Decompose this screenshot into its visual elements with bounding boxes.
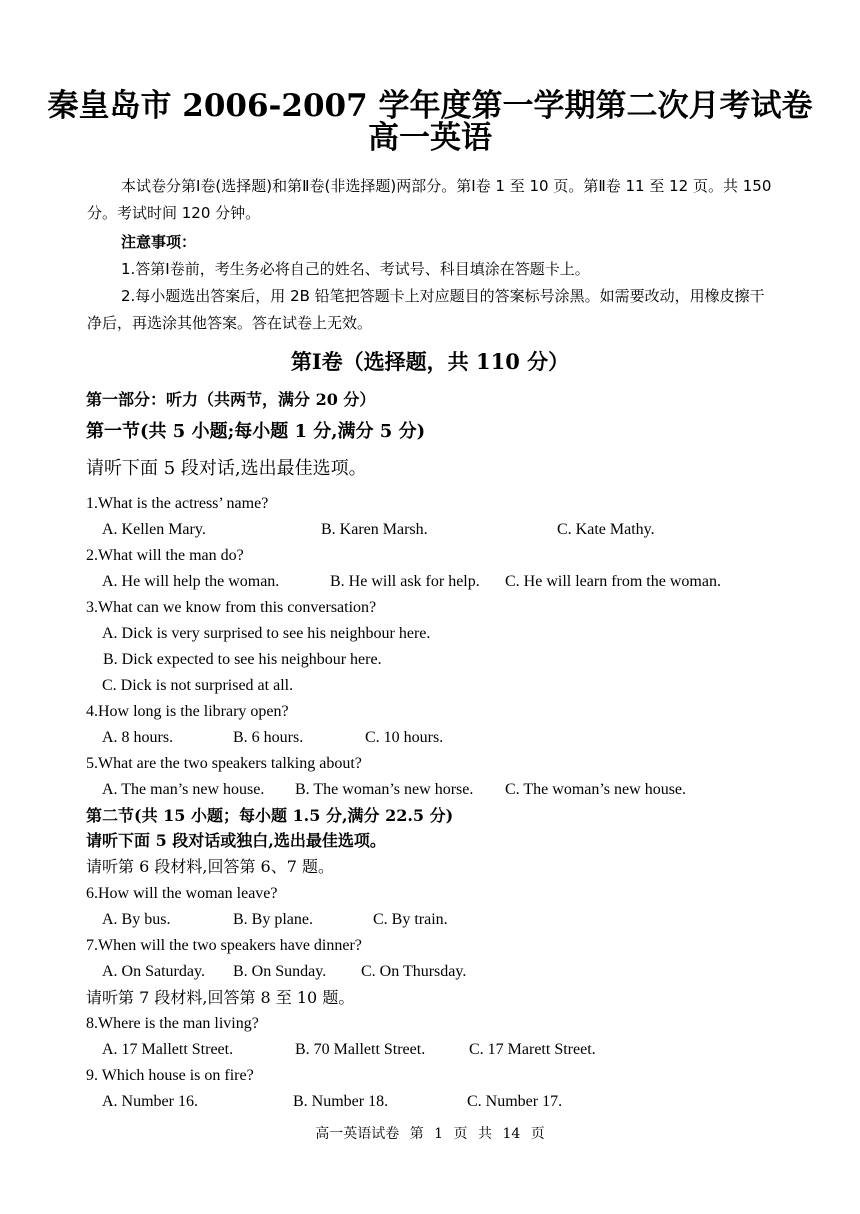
q9-option-a: A. Number 16. xyxy=(102,1093,198,1110)
q2-option-a: A. He will help the woman. xyxy=(102,573,280,590)
section2-heading: 第二节(共 15 小题；每小题 1.5 分,满分 22.5 分) xyxy=(86,806,454,825)
page-footer: 高一英语试卷 第 1 页 共 14 页 xyxy=(315,1126,545,1142)
section2-instructions: 请听下面 5 段对话或独白,选出最佳选项。 xyxy=(86,831,386,850)
q1-option-b: B. Karen Marsh. xyxy=(321,521,428,538)
part1-heading: 第一部分：听力（共两节，满分 20 分） xyxy=(86,390,376,409)
q8-option-b: B. 70 Mallett Street. xyxy=(295,1041,426,1058)
q2-option-c: C. He will learn from the woman. xyxy=(505,573,721,590)
q1-option-c: C. Kate Mathy. xyxy=(557,521,655,538)
q6-option-c: C. By train. xyxy=(373,911,448,928)
intro-paragraph: 本试卷分第Ⅰ卷(选择题)和第Ⅱ卷(非选择题)两部分。第Ⅰ卷 1 至 10 页。第Ⅱ卷 11 至 12 页。共 150 分。考试时间 120 分钟。 xyxy=(87,177,772,222)
q8-option-c: C. 17 Marett Street. xyxy=(469,1041,596,1058)
material-7-instruction: 请听第 7 段材料,回答第 8 至 10 题。 xyxy=(86,988,355,1007)
section1-instructions: 请听下面 5 段对话,选出最佳选项。 xyxy=(86,458,367,479)
q3-option-c: C. Dick is not surprised at all. xyxy=(102,677,294,694)
q6-option-a: A. By bus. xyxy=(102,911,171,928)
q4-option-a: A. 8 hours. xyxy=(102,729,174,746)
q5-option-c: C. The woman’s new house. xyxy=(505,781,687,798)
question-8: 8.Where is the man living? xyxy=(86,1015,259,1032)
notice-item-1: 1.答第Ⅰ卷前，考生务必将自己的姓名、考试号、科目填涂在答题卡上。 xyxy=(121,260,590,278)
material-6-instruction: 请听第 6 段材料,回答第 6、7 题。 xyxy=(86,857,334,876)
question-1: 1.What is the actress’ name? xyxy=(86,495,269,512)
q7-option-b: B. On Sunday. xyxy=(233,963,327,980)
q4-option-c: C. 10 hours. xyxy=(365,729,444,746)
question-2: 2.What will the man do? xyxy=(86,547,244,564)
exam-subject-title: 高一英语 xyxy=(368,120,492,156)
q3-option-a: A. Dick is very surprised to see his neighbour here. xyxy=(102,625,431,642)
q6-option-b: B. By plane. xyxy=(233,911,313,928)
question-7: 7.When will the two speakers have dinner? xyxy=(86,937,362,954)
q1-option-a: A. Kellen Mary. xyxy=(102,521,206,538)
notice-title: 注意事项： xyxy=(121,233,197,251)
question-6: 6.How will the woman leave? xyxy=(86,885,278,902)
exam-title: 秦皇岛市 2006-2007 学年度第一学期第二次月考试卷 xyxy=(47,88,813,124)
q3-option-b: B. Dick expected to see his neighbour here. xyxy=(103,651,382,668)
q5-option-b: B. The woman’s new horse. xyxy=(295,781,474,798)
q9-option-c: C. Number 17. xyxy=(467,1093,563,1110)
section1-heading: 第一节(共 5 小题;每小题 1 分,满分 5 分) xyxy=(86,421,426,442)
q7-option-a: A. On Saturday. xyxy=(102,963,205,980)
q7-option-c: C. On Thursday. xyxy=(361,963,467,980)
question-5: 5.What are the two speakers talking about? xyxy=(86,755,362,772)
notice-item-2: 2.每小题选出答案后，用 2B 铅笔把答题卡上对应题目的答案标号涂黑。如需要改动，用橡皮擦干净后，再选涂其他答案。答在试卷上无效。 xyxy=(87,287,765,332)
question-4: 4.How long is the library open? xyxy=(86,703,289,720)
q8-option-a: A. 17 Mallett Street. xyxy=(102,1041,234,1058)
q9-option-b: B. Number 18. xyxy=(293,1093,389,1110)
q4-option-b: B. 6 hours. xyxy=(233,729,304,746)
question-3: 3.What can we know from this conversation? xyxy=(86,599,377,616)
q2-option-b: B. He will ask for help. xyxy=(330,573,480,590)
volume-title: 第Ⅰ卷（选择题，共 110 分） xyxy=(290,349,570,374)
question-9: 9. Which house is on fire? xyxy=(86,1067,254,1084)
q5-option-a: A. The man’s new house. xyxy=(102,781,265,798)
